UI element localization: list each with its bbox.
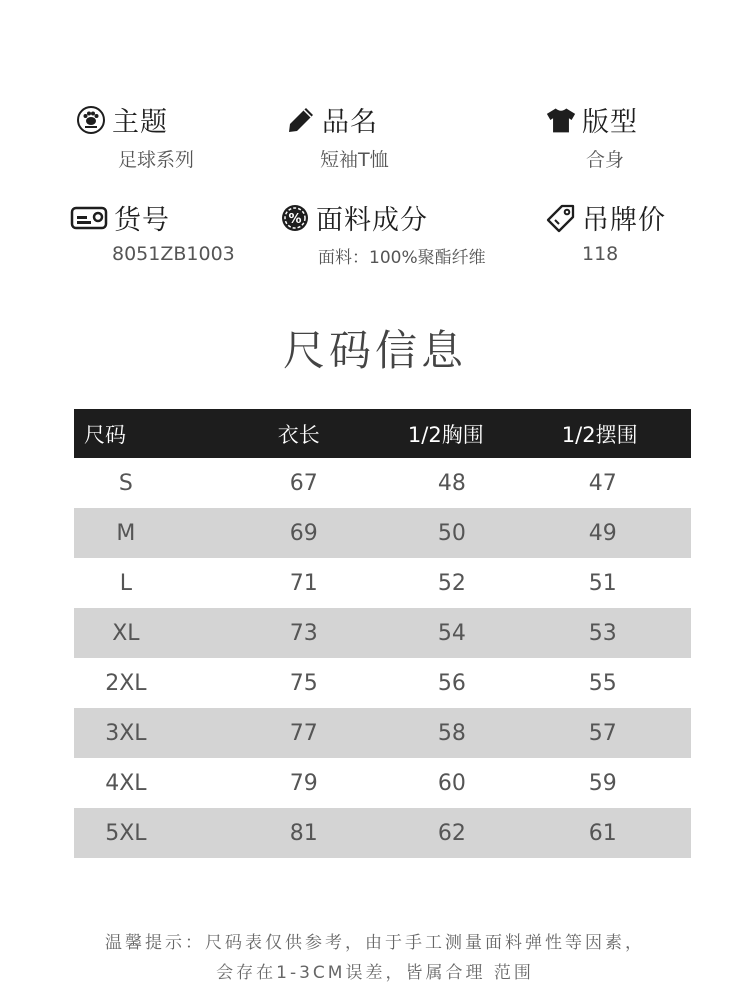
- cell-size: S: [118, 470, 133, 496]
- cell-chest: 48: [437, 470, 466, 496]
- cell-size: 3XL: [74, 708, 263, 758]
- cell-length: 75: [289, 670, 318, 696]
- info-fit: [546, 100, 638, 172]
- cell-size: L: [119, 570, 133, 596]
- cell-length: 69: [263, 508, 388, 558]
- cell-size: 5XL: [74, 808, 263, 858]
- info-name-label: 品名: [322, 107, 378, 138]
- info-price: [546, 198, 666, 265]
- header-length: 衣长: [263, 409, 388, 458]
- info-price-value: 118: [582, 243, 619, 265]
- tag-card-icon: [70, 203, 108, 233]
- size-note: [0, 928, 750, 988]
- cell-hem: 59: [588, 770, 617, 796]
- size-note-line2: 会存在1-3CM误差，皆属合理 范围: [216, 963, 534, 983]
- cell-hem: 49: [542, 508, 691, 558]
- cell-chest: 52: [437, 570, 466, 596]
- table-row: [74, 758, 691, 808]
- info-fabric-value: 面料：100%聚酯纤维: [318, 248, 486, 268]
- info-name-value: 短袖T恤: [320, 149, 389, 171]
- header-hem: 1/2摆围: [542, 409, 691, 458]
- tshirt-icon: [546, 105, 576, 135]
- table-row: [74, 458, 691, 508]
- cell-size: XL: [74, 608, 263, 658]
- info-sku: [70, 198, 235, 265]
- percent-badge-icon: [280, 203, 310, 233]
- cell-chest: 60: [437, 770, 466, 796]
- table-row: [74, 508, 691, 558]
- pencil-icon: [286, 105, 316, 135]
- size-table-header: [74, 409, 691, 458]
- cell-chest: 58: [388, 708, 542, 758]
- cell-chest: 54: [388, 608, 542, 658]
- cell-length: 71: [289, 570, 318, 596]
- cell-size: M: [74, 508, 263, 558]
- info-theme: [76, 100, 194, 172]
- cell-length: 67: [289, 470, 318, 496]
- table-row: [74, 608, 691, 658]
- cell-hem: 57: [542, 708, 691, 758]
- cell-chest: 56: [437, 670, 466, 696]
- info-fit-value: 合身: [586, 149, 625, 171]
- cell-size: 2XL: [105, 670, 147, 696]
- cell-chest: 62: [388, 808, 542, 858]
- table-row: [74, 558, 691, 608]
- header-size: 尺码: [74, 409, 263, 458]
- info-theme-value: 足球系列: [118, 149, 195, 171]
- cell-hem: 61: [542, 808, 691, 858]
- cell-hem: 55: [588, 670, 617, 696]
- info-theme-label: 主题: [112, 107, 168, 138]
- table-row: [74, 658, 691, 708]
- cell-length: 73: [263, 608, 388, 658]
- price-tag-icon: [546, 203, 576, 233]
- cell-hem: 51: [588, 570, 617, 596]
- cell-length: 77: [263, 708, 388, 758]
- cell-size: 4XL: [105, 770, 147, 796]
- info-sku-label: 货号: [114, 205, 170, 236]
- cell-length: 79: [289, 770, 318, 796]
- info-fabric-label: 面料成分: [316, 205, 428, 236]
- info-name: [286, 100, 389, 172]
- info-fit-label: 版型: [582, 107, 638, 138]
- cell-hem: 53: [542, 608, 691, 658]
- cell-length: 81: [263, 808, 388, 858]
- kelme-logo-icon: [76, 105, 106, 135]
- table-row: [74, 808, 691, 858]
- info-sku-value: 8051ZB1003: [112, 243, 235, 265]
- cell-chest: 50: [388, 508, 542, 558]
- header-chest: 1/2胸围: [388, 409, 542, 458]
- info-fabric: [280, 198, 486, 268]
- size-info-title: 尺码信息: [282, 326, 467, 375]
- svg-text:%: %: [288, 211, 302, 227]
- size-note-line1: 温馨提示：尺码表仅供参考，由于手工测量面料弹性等因素，: [105, 933, 645, 953]
- cell-hem: 47: [588, 470, 617, 496]
- size-table: [74, 409, 691, 858]
- table-row: [74, 708, 691, 758]
- info-price-label: 吊牌价: [582, 205, 666, 236]
